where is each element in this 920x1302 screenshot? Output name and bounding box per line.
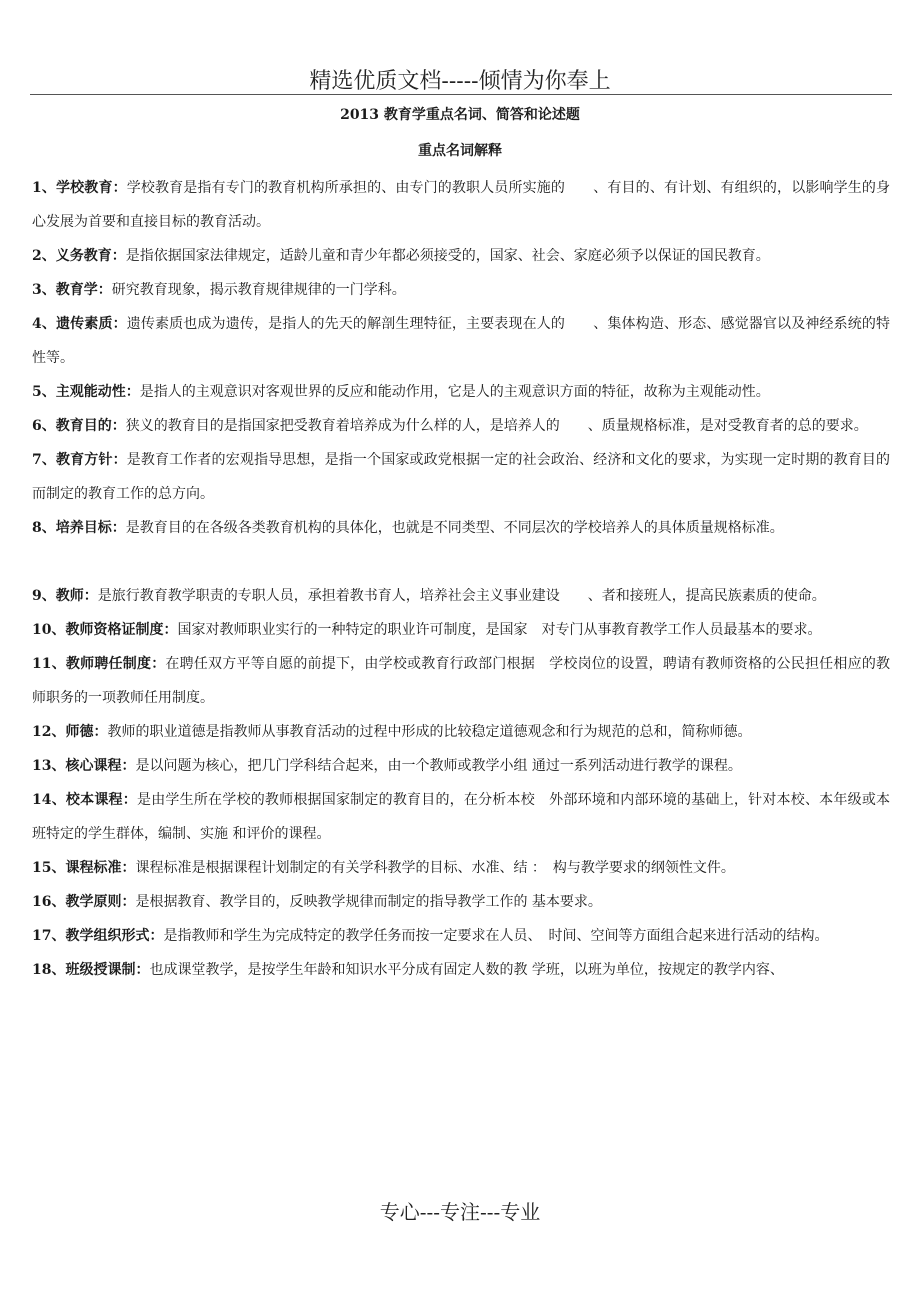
term-name: 教育目的 (55, 418, 112, 434)
term-number: 17、 (32, 928, 66, 944)
term-name: 学校教育 (56, 180, 113, 196)
term-definition: 是指依据国家法律规定，适龄儿童和青少年都必须接受的，国家、社会、家庭必须予以保证的国民教育。 (125, 248, 770, 264)
term-number: 11、 (32, 656, 66, 672)
term-separator: ： (111, 520, 126, 536)
term-definition: 课程标准是根据课程计划制定的有关学科教学的目标、水准、结 ： 构与教学要求的纲领性文件。 (135, 860, 735, 876)
term-number: 7、 (32, 452, 57, 468)
term-label (32, 180, 127, 196)
term-separator: ： (163, 622, 178, 638)
term-number: 1、 (32, 180, 57, 196)
term-name: 师德 (65, 724, 94, 740)
term-label (32, 248, 126, 264)
definition-item (32, 783, 890, 851)
definition-item (32, 511, 890, 545)
term-separator: ： (122, 792, 137, 808)
definition-item (32, 953, 890, 987)
term-separator: ： (112, 316, 127, 332)
definition-item (32, 885, 890, 919)
term-number: 2、 (32, 248, 56, 264)
term-number: 3、 (32, 282, 56, 298)
term-label (32, 792, 137, 808)
term-label (32, 588, 98, 604)
term-number: 8、 (32, 520, 56, 536)
term-name: 教师 (55, 588, 84, 604)
term-definition: 狭义的教育目的是指国家把受教育着培养成为什么样的人，是培养人的 、质量规格标准，是对受教育者的总的要求。 (125, 418, 868, 434)
term-number: 4、 (32, 316, 57, 332)
term-definition: 也成课堂教学，是按学生年龄和知识水平分成有固定人数的教 学班，以班为单位，按规定的教学内容、 (149, 962, 784, 978)
term-name: 教学组织形式 (65, 928, 150, 944)
page-header: 精选优质文档-----倾情为你奉上 (309, 69, 611, 94)
term-label (32, 622, 177, 638)
term-definition: 是教育工作者的宏观指导思想，是指一个国家或政党根据一定的社会政治、经济和文化的要求，为实现一定时期的教育目的而制定的教育工作的总方向。 (32, 452, 891, 502)
term-name: 教学原则 (65, 894, 122, 910)
term-name: 培养目标 (55, 520, 112, 536)
definition-item (32, 715, 890, 749)
term-name: 遗传素质 (56, 316, 113, 332)
definition-item (32, 579, 890, 613)
term-name: 教师聘任制度 (65, 656, 152, 672)
term-definition: 是由学生所在学校的教师根据国家制定的教育目的，在分析本校 外部环境和内部环境的基础上，针对本校、本年级或本班特定的学生群体，编制、实施 和评价的课程。 (32, 792, 891, 842)
term-separator: ： (149, 928, 164, 944)
term-number: 18、 (32, 962, 66, 978)
definition-item (32, 613, 890, 647)
term-label (32, 282, 112, 298)
term-definition: 在聘任双方平等自愿的前提下，由学校或教育行政部门根据 学校岗位的设置，聘请有教师资格的公民担任相应的教师职务的一项教师任用制度。 (32, 656, 891, 706)
term-separator: ： (112, 180, 127, 196)
term-number: 15、 (32, 860, 66, 876)
term-number: 13、 (32, 758, 66, 774)
term-label (32, 928, 163, 944)
term-definition: 是指人的主观意识对客观世界的反应和能动作用，它是人的主观意识方面的特征，故称为主观能动性。 (139, 384, 770, 400)
term-name: 义务教育 (55, 248, 112, 264)
term-label (32, 758, 135, 774)
term-number: 14、 (32, 792, 66, 808)
term-definition: 是指教师和学生为完成特定的教学任务而按一定要求在人员、 时间、空间等方面组合起来进行活动的结构。 (163, 928, 829, 944)
term-name: 核心课程 (65, 758, 122, 774)
term-number: 6、 (32, 418, 56, 434)
page-footer: 专心---专注---专业 (379, 1200, 541, 1224)
definition-item (32, 749, 890, 783)
section-title: 重点名词解释 (418, 143, 502, 159)
term-number: 9、 (32, 588, 56, 604)
definition-item (32, 273, 890, 307)
term-separator: ： (135, 962, 150, 978)
term-label (32, 384, 140, 400)
term-separator: ： (121, 894, 136, 910)
term-definition: 研究教育现象，揭示教育规律规律的一门学科。 (111, 282, 406, 298)
term-definition: 学校教育是指有专门的教育机构所承担的、由专门的教职人员所实施的 、有目的、有计划、有组织的，以影响学生的身心发展为首要和直接目标的教育活动。 (32, 180, 891, 230)
term-label (32, 894, 135, 910)
term-definition: 是根据教育、教学目的，反映教学规律而制定的指导教学工作的 基本要求。 (135, 894, 602, 910)
term-name: 教育学 (55, 282, 98, 298)
term-definition: 是以问题为核心，把几门学科结合起来，由一个教师或教学小组 通过一系列活动进行教学的课程。 (135, 758, 742, 774)
definition-item (32, 375, 890, 409)
definition-item (32, 171, 890, 239)
term-number: 10、 (32, 622, 66, 638)
term-label (32, 962, 149, 978)
term-definition: 教师的职业道德是指教师从事教育活动的过程中形成的比较稳定道德观念和行为规范的总和，简称师德。 (107, 724, 752, 740)
definition-item (32, 443, 890, 511)
term-number: 5、 (32, 384, 56, 400)
term-separator: ： (93, 724, 108, 740)
term-separator: ： (83, 588, 98, 604)
term-number: 16、 (32, 894, 66, 910)
document-title: 2013 教育学重点名词、简答和论述题 (340, 107, 580, 123)
term-separator: ： (97, 282, 112, 298)
term-separator: ： (121, 860, 136, 876)
term-separator: ： (112, 452, 127, 468)
definition-item (32, 851, 890, 885)
term-label (32, 724, 107, 740)
term-name: 教师资格证制度 (65, 622, 164, 638)
term-name: 主观能动性 (55, 384, 126, 400)
term-separator: ： (111, 248, 126, 264)
term-name: 课程标准 (65, 860, 122, 876)
term-name: 班级授课制 (65, 962, 136, 978)
term-number: 12、 (32, 724, 66, 740)
term-definition: 是旅行教育教学职责的专职人员，承担着教书育人，培养社会主义事业建设 、者和接班人，提高民族素质的使命。 (97, 588, 826, 604)
definition-item (32, 307, 890, 375)
term-name: 教育方针 (56, 452, 113, 468)
term-name: 校本课程 (65, 792, 123, 808)
term-label (32, 656, 165, 672)
term-definition: 是教育目的在各级各类教育机构的具体化，也就是不同类型、不同层次的学校培养人的具体质量规格标准。 (125, 520, 784, 536)
header-divider (30, 94, 892, 95)
term-label (32, 418, 126, 434)
term-separator: ： (151, 656, 166, 672)
term-separator: ： (125, 384, 140, 400)
term-separator: ： (121, 758, 136, 774)
term-label (32, 316, 127, 332)
term-label (32, 860, 135, 876)
term-definition: 遗传素质也成为遗传，是指人的先天的解剖生理特征，主要表现在人的 、集体构造、形态、感觉器官以及神经系统的特性等。 (32, 316, 891, 366)
term-separator: ： (111, 418, 126, 434)
definition-item (32, 919, 890, 953)
definition-item (32, 239, 890, 273)
term-label (32, 520, 126, 536)
term-label (32, 452, 127, 468)
term-definition: 国家对教师职业实行的一种特定的职业许可制度，是国家 对专门从事教育教学工作人员最基本的要求。 (177, 622, 822, 638)
definition-item (32, 409, 890, 443)
definition-list (32, 171, 890, 987)
definition-item (32, 647, 890, 715)
